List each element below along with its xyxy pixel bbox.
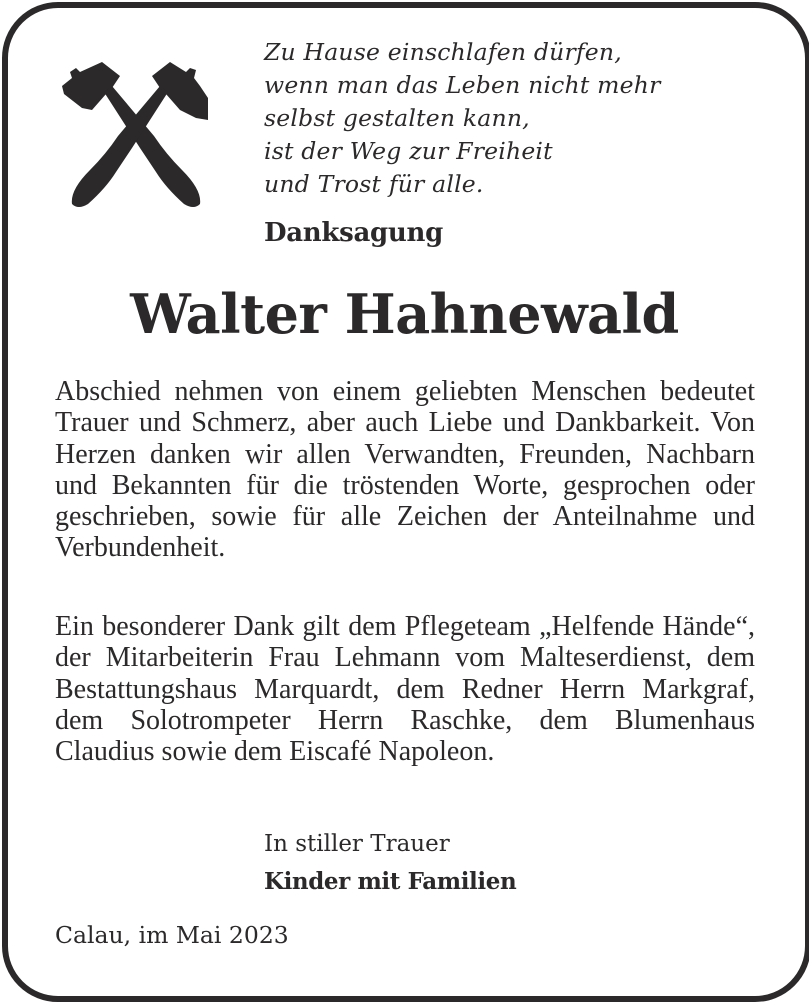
place-date: Calau, im Mai 2023 [55, 921, 289, 949]
signoff-intro: In stiller Trauer [264, 831, 450, 857]
crossed-hammers-icon [62, 58, 210, 210]
deceased-name: Walter Hahnewald [130, 282, 679, 346]
notice-heading: Danksagung [264, 218, 443, 248]
poem-line: ist der Weg zur Freiheit [264, 137, 553, 165]
memorial-poem [264, 36, 661, 201]
thanks-paragraph: Abschied nehmen von einem geliebten Menschen bedeutet Trauer und Schmerz, aber auch Liebe und Dankbarkeit. Von Herzen danken wir allen Verwandten, Freunden, Nachbarn und Bekannten für die tröstenden Worte, gesprochen oder geschrieben, sowie für alle Zeichen der Anteilnahme und Verbundenheit. [55, 376, 755, 564]
poem-line: wenn man das Leben nicht mehr [264, 71, 661, 99]
signoff [264, 826, 516, 900]
signoff-signers: Kinder mit Familien [264, 868, 517, 895]
poem-line: Zu Hause einschlafen dürfen, [264, 38, 622, 66]
poem-line: selbst gestalten kann, [264, 104, 530, 132]
poem-line: und Trost für alle. [264, 170, 484, 198]
special-thanks-paragraph: Ein besonderer Dank gilt dem Pflegeteam „Helfende Hände“, der Mitarbeiterin Frau Lehmann vom Malteserdienst, dem Bestattungshaus Marquardt, dem Redner Herrn Markgraf, dem Solotrompeter Herrn Raschke, dem Blumenhaus Claudius sowie dem Eiscafé Napoleon. [55, 611, 755, 768]
